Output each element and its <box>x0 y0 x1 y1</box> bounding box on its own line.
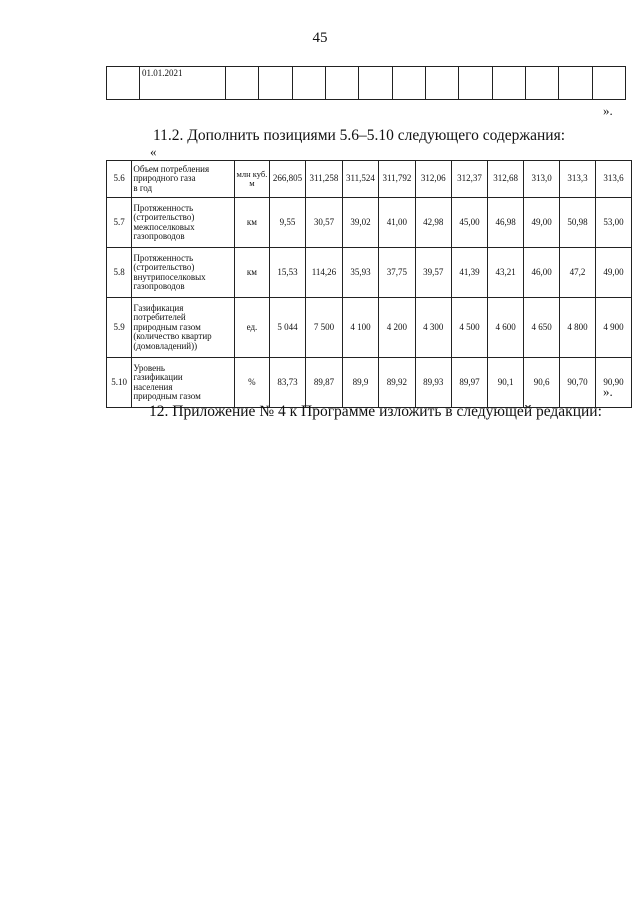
value-cell: 312,06 <box>415 161 451 198</box>
value-cell: 4 600 <box>488 298 524 358</box>
indicator-name-line: газопроводов <box>133 280 185 291</box>
value-cell: 46,00 <box>524 248 560 298</box>
value-cell: 37,75 <box>379 248 415 298</box>
value-cell: 89,92 <box>379 358 415 408</box>
value-cell: 313,3 <box>560 161 596 198</box>
table-row <box>107 161 632 198</box>
table-cell <box>292 67 325 100</box>
value-cell: 46,98 <box>488 198 524 248</box>
value-cell: 4 900 <box>595 298 631 358</box>
value-cell: 4 300 <box>415 298 451 358</box>
indicator-name-line: природного газа <box>133 173 196 184</box>
value-cell: 42,98 <box>415 198 451 248</box>
value-cell: 311,258 <box>306 161 342 198</box>
value-cell: 7 500 <box>306 298 342 358</box>
value-cell: 89,9 <box>342 358 378 408</box>
value-cell: 89,93 <box>415 358 451 408</box>
value-cell: 89,97 <box>451 358 487 408</box>
row-number: 5.6 <box>107 161 132 198</box>
table-cell <box>592 67 625 100</box>
value-cell: 5 044 <box>269 298 306 358</box>
indicator-name <box>132 198 235 248</box>
unit-cell: км <box>235 248 270 298</box>
indicator-name-line: (строительство) <box>133 262 195 273</box>
value-cell: 49,00 <box>595 248 631 298</box>
value-cell: 53,00 <box>595 198 631 248</box>
table-row <box>107 198 632 248</box>
table-cell <box>525 67 558 100</box>
value-cell: 90,6 <box>524 358 560 408</box>
table-cell <box>226 67 259 100</box>
unit-cell: ед. <box>235 298 270 358</box>
value-cell: 47,2 <box>560 248 596 298</box>
row-number: 5.10 <box>107 358 132 408</box>
table-cell <box>392 67 425 100</box>
table-cell <box>425 67 458 100</box>
value-cell: 4 650 <box>524 298 560 358</box>
value-cell: 49,00 <box>524 198 560 248</box>
indicator-name-line: газопроводов <box>133 230 185 241</box>
table-cell <box>325 67 358 100</box>
indicator-name-line: межпоселковых <box>133 221 195 232</box>
value-cell: 4 500 <box>451 298 487 358</box>
table-row <box>107 67 626 100</box>
section-heading-12: 12. Приложение № 4 к Программе изложить в следующей редакции: <box>149 403 602 420</box>
indicator-name-line: Объем потребления <box>133 163 210 174</box>
indicator-name-line: населения <box>133 381 173 392</box>
table-cell <box>459 67 492 100</box>
value-cell: 41,00 <box>379 198 415 248</box>
table-cell <box>492 67 525 100</box>
date-cell: 01.01.2021 <box>140 67 226 100</box>
indicator-name-line: в год <box>133 182 153 193</box>
table-cell <box>559 67 592 100</box>
indicator-name-line: (домовладений)) <box>133 340 198 351</box>
page-number: 45 <box>312 30 328 46</box>
value-cell: 89,87 <box>306 358 342 408</box>
row-number: 5.9 <box>107 298 132 358</box>
value-cell: 90,70 <box>560 358 596 408</box>
unit-cell: млн куб. м <box>235 161 270 198</box>
value-cell: 45,00 <box>451 198 487 248</box>
table-row <box>107 358 632 408</box>
value-cell: 35,93 <box>342 248 378 298</box>
value-cell: 15,53 <box>269 248 306 298</box>
value-cell: 30,57 <box>306 198 342 248</box>
value-cell: 313,6 <box>595 161 631 198</box>
value-cell: 39,02 <box>342 198 378 248</box>
value-cell: 41,39 <box>451 248 487 298</box>
continuation-table <box>106 66 626 100</box>
unit-cell: % <box>235 358 270 408</box>
value-cell: 266,805 <box>269 161 306 198</box>
indicator-name <box>132 161 235 198</box>
value-cell: 4 200 <box>379 298 415 358</box>
opening-quote: « <box>150 144 157 159</box>
indicator-name <box>132 298 235 358</box>
indicator-name-line: Протяженность <box>133 202 194 213</box>
value-cell: 4 100 <box>342 298 378 358</box>
value-cell: 83,73 <box>269 358 306 408</box>
value-cell: 90,90 <box>595 358 631 408</box>
value-cell: 9,55 <box>269 198 306 248</box>
value-cell: 312,37 <box>451 161 487 198</box>
section-heading-11-2: 11.2. Дополнить позициями 5.6–5.10 следующего содержания: <box>153 127 566 144</box>
closing-quote: ». <box>603 384 613 399</box>
indicator-name <box>132 248 235 298</box>
indicator-name-line: природным газом <box>133 390 201 401</box>
indicator-name-line: природным газом <box>133 321 201 332</box>
row-number: 5.8 <box>107 248 132 298</box>
indicators-table <box>106 160 632 408</box>
value-cell: 312,68 <box>488 161 524 198</box>
indicator-name-line: (количество квартир <box>133 331 212 342</box>
closing-quote: ». <box>603 103 613 118</box>
table-row <box>107 298 632 358</box>
value-cell: 39,57 <box>415 248 451 298</box>
value-cell: 313,0 <box>524 161 560 198</box>
row-number: 5.7 <box>107 198 132 248</box>
value-cell: 4 800 <box>560 298 596 358</box>
table-cell <box>359 67 392 100</box>
table-row <box>107 248 632 298</box>
indicator-name-line: газификации <box>133 372 183 383</box>
indicator-name <box>132 358 235 408</box>
indicator-name-line: Уровень <box>133 362 166 373</box>
unit-cell: км <box>235 198 270 248</box>
indicator-name-line: Протяженность <box>133 252 194 263</box>
indicator-name-line: Газификация <box>133 302 184 313</box>
value-cell: 43,21 <box>488 248 524 298</box>
value-cell: 114,26 <box>306 248 342 298</box>
table-cell <box>107 67 140 100</box>
value-cell: 50,98 <box>560 198 596 248</box>
value-cell: 311,792 <box>379 161 415 198</box>
table-cell <box>259 67 292 100</box>
indicator-name-line: (строительство) <box>133 212 195 223</box>
indicator-name-line: внутрипоселковых <box>133 271 206 282</box>
value-cell: 90,1 <box>488 358 524 408</box>
value-cell: 311,524 <box>342 161 378 198</box>
indicator-name-line: потребителей <box>133 312 186 323</box>
